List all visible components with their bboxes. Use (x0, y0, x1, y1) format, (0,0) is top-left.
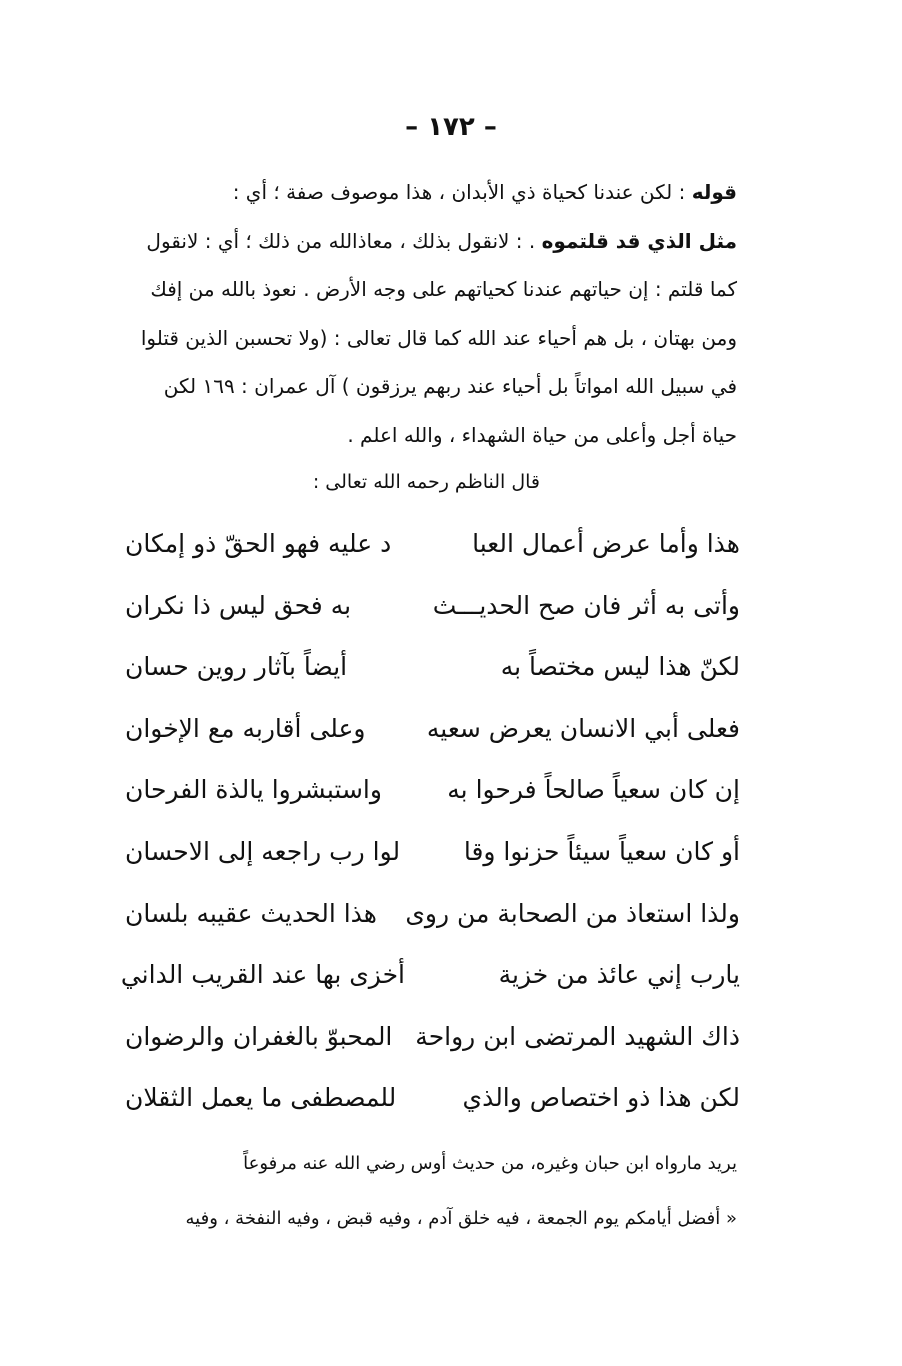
verse-second-hemistich: واستبشروا يالذة الفرحان (125, 775, 382, 805)
footnote-line: « أفضل أيامكم يوم الجمعة ، فيه خلق آدم ، وفيه قبض ، وفيه النفخة ، وفيه (185, 1208, 737, 1229)
prose-line (105, 217, 737, 266)
prose-text: . : لانقول بذلك ، معاذالله من ذلك ؛ أي : لانقول (146, 228, 542, 253)
verse-line (110, 947, 740, 1009)
verse-first-hemistich: وأتى به أثر فان صح الحديـــث (432, 590, 740, 620)
verse-line (110, 639, 740, 701)
verse-first-hemistich: إن كان سعياً صالحاً فرحوا به (447, 775, 740, 805)
prose-text: : لكن عندنا كحياة ذي الأبدان ، هذا موصوف صفة ؛ أي : (232, 180, 692, 204)
prose-line (105, 314, 737, 363)
prose-line (105, 265, 737, 314)
prose-lead: قوله (691, 180, 737, 204)
prose-text: حياة أجل وأعلى من حياة الشهداء ، والله اعلم . (347, 422, 737, 447)
verse-first-hemistich: لكن هذا ذو اختصاص والذي (462, 1083, 740, 1113)
page-number: – ١٧٢ – (405, 112, 497, 142)
verse-second-hemistich: أخزى بها عند القريب الداني (120, 960, 405, 990)
verse-second-hemistich: لوا رب راجعه إلى الاحسان (125, 836, 401, 866)
footnote-line: يريد مارواه ابن حبان وغيره، من حديث أوس رضي الله عنه مرفوعاً (243, 1153, 737, 1174)
prose-line (105, 168, 737, 217)
verse-second-hemistich: وعلى أقاربه مع الإخوان (125, 713, 366, 743)
verse-first-hemistich: هذا وأما عرض أعمال العبا (472, 529, 740, 558)
verse-line (110, 578, 740, 640)
verse-first-hemistich: لكنّ هذا ليس مختصاً به (500, 652, 740, 682)
poem-verses (110, 516, 740, 1132)
verse-first-hemistich: يارب إني عائذ من خزية (498, 960, 740, 990)
verse-second-hemistich: هذا الحديث عقيبه بلسان (125, 898, 377, 928)
verse-line (110, 762, 740, 824)
prose-line (105, 362, 737, 411)
footnote (115, 1136, 737, 1246)
poem-introduction: قال الناظم رحمه الله تعالى : (312, 471, 540, 493)
prose-text: ومن بهتان ، بل هم أحياء عند الله كما قال تعالى : (ولا تحسبن الذين قتلوا (140, 325, 737, 350)
verse-second-hemistich: أيضاً بآثار روين حسان (125, 652, 348, 682)
prose-lead: مثل الذي قد قلتموه (541, 228, 737, 253)
prose-line (105, 411, 737, 460)
verse-second-hemistich: به فحق ليس ذا نكران (125, 590, 352, 620)
verse-line (110, 1009, 740, 1071)
prose-text: في سبيل الله امواتاً بل أحياء عند ربهم يرزقون ) آل عمران : ١٦٩ لكن (163, 374, 737, 398)
verse-second-hemistich: للمصطفى ما يعمل الثقلان (125, 1083, 397, 1113)
verse-second-hemistich: د عليه فهو الحقّ ذو إمكان (125, 529, 392, 558)
verse-first-hemistich: ولذا استعاذ من الصحابة من روى (405, 898, 740, 928)
verse-first-hemistich: فعلى أبي الانسان يعرض سعيه (426, 713, 740, 743)
verse-first-hemistich: ذاك الشهيد المرتضى ابن رواحة (415, 1021, 740, 1051)
verse-line (110, 701, 740, 763)
verse-first-hemistich: أو كان سعياً سيئاً حزنوا وقا (463, 836, 740, 866)
verse-line (110, 1070, 740, 1132)
verse-line (110, 516, 740, 578)
verse-line (110, 886, 740, 948)
verse-second-hemistich: المحبوّ بالغفران والرضوان (125, 1021, 393, 1051)
prose-paragraph (105, 168, 737, 459)
prose-text: كما قلتم : إن حياتهم عندنا كحياتهم على وجه الأرض . نعوذ بالله من إفك (150, 277, 737, 301)
verse-line (110, 824, 740, 886)
